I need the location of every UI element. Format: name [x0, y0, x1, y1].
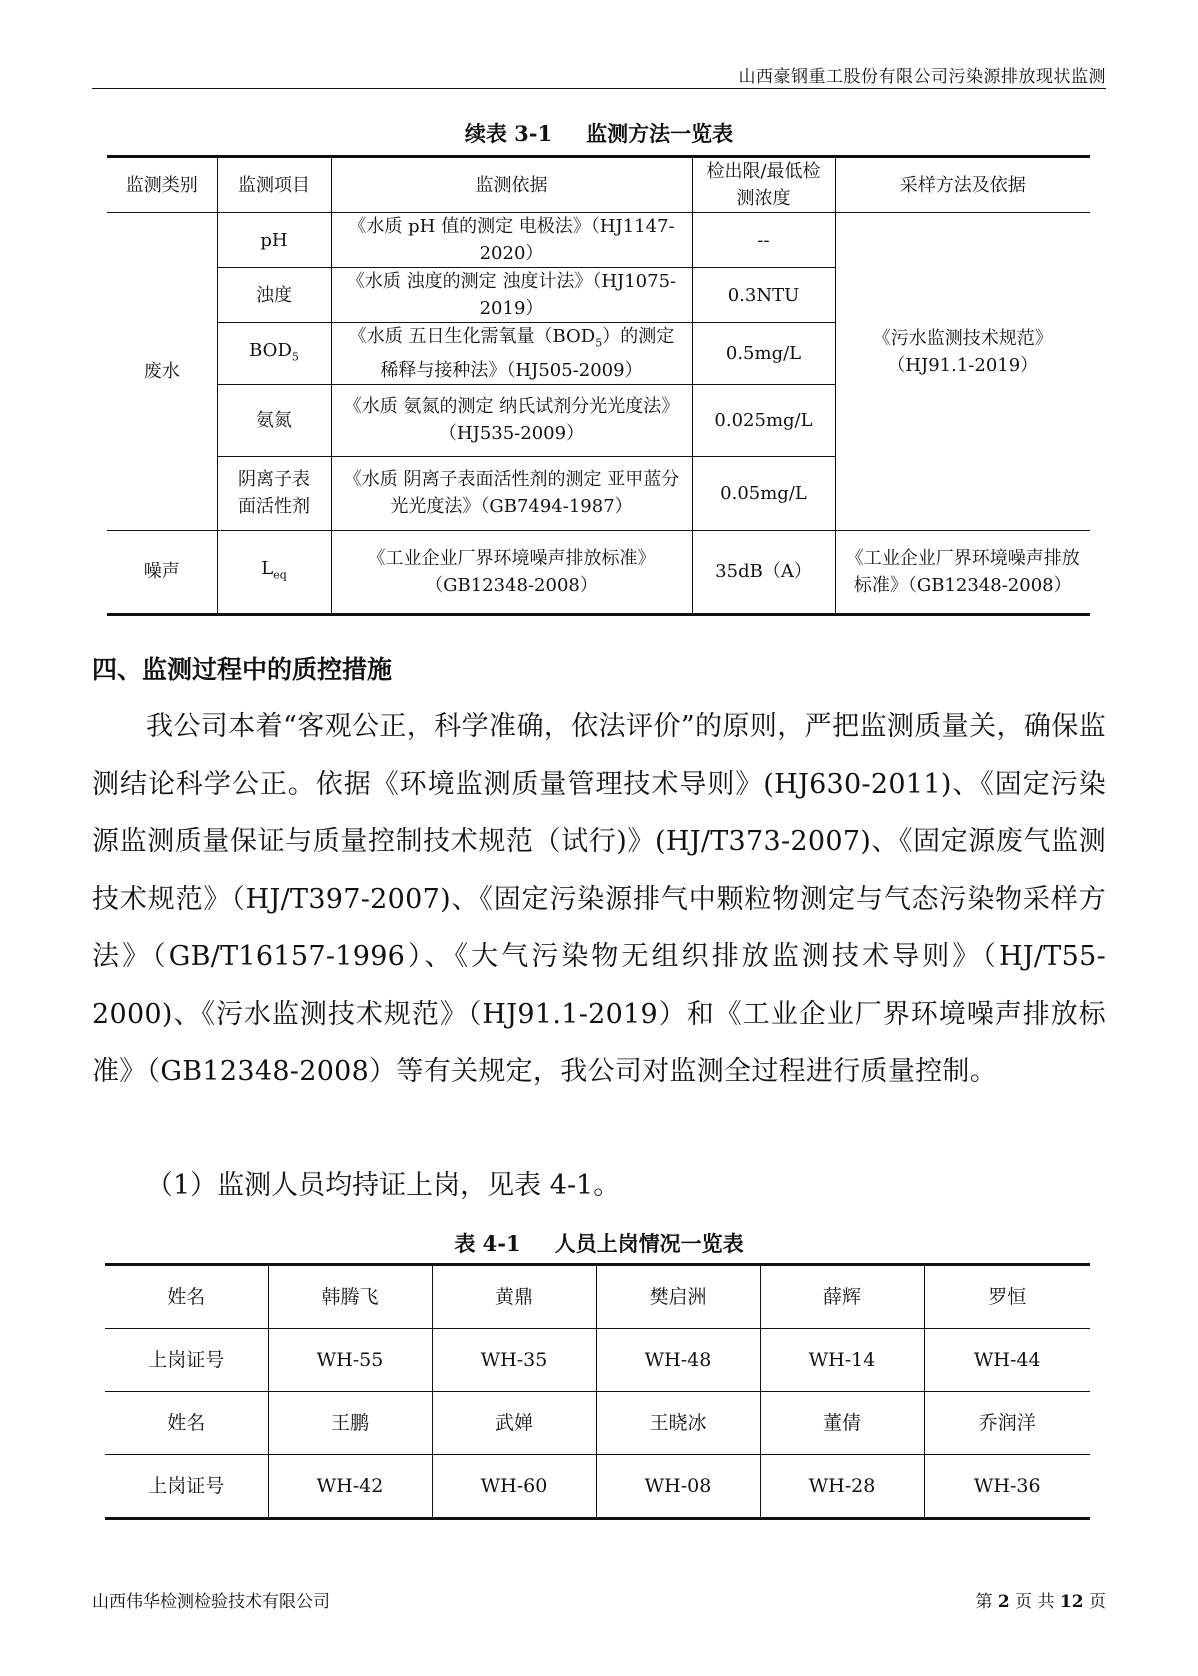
footer-company: 山西伟华检测检验技术有限公司	[92, 1592, 330, 1612]
header-cell: 采样方法及依据	[835, 157, 1090, 213]
header-cell: 监测项目	[217, 157, 331, 213]
basis-cell	[331, 323, 692, 385]
table-cell: WH-14	[760, 1329, 924, 1392]
item-cell: 浊度	[217, 268, 331, 323]
table-cell: 王鹏	[268, 1392, 432, 1455]
table41-caption-title: 人员上岗情况一览表	[554, 1231, 744, 1256]
list-item: （1）监测人员均持证上岗，见表 4-1。	[146, 1170, 621, 1201]
table-cell: 上岗证号	[105, 1329, 268, 1392]
limit-cell: 0.5mg/L	[692, 323, 835, 385]
table-cell: 薛辉	[760, 1265, 924, 1329]
item-subscript: eq	[273, 568, 287, 582]
table-row	[107, 213, 1090, 268]
table-cell: 上岗证号	[105, 1455, 268, 1519]
header-cell: 检出限/最低检测浓度	[692, 157, 835, 213]
item-cell	[217, 530, 331, 614]
item-subscript: 5	[291, 350, 299, 364]
table41-caption-number: 表 4-1	[454, 1231, 521, 1256]
table-cell: 王晓冰	[596, 1392, 760, 1455]
item-main: BOD	[249, 339, 292, 361]
table-cell: 韩腾飞	[268, 1265, 432, 1329]
monitoring-methods-table	[107, 155, 1090, 616]
header-cell: 监测依据	[331, 157, 692, 213]
sampling-cell: 《工业企业厂界环境噪声排放标准》（GB12348-2008）	[835, 530, 1090, 614]
current-page: 2	[997, 1592, 1010, 1612]
header-rule	[92, 88, 1106, 89]
table-cell: 樊启洲	[596, 1265, 760, 1329]
limit-cell: 35dB（A）	[692, 530, 835, 614]
page-prefix: 第	[975, 1592, 993, 1612]
table-cell: WH-48	[596, 1329, 760, 1392]
basis-part: ）的测定 稀释与接种法》（HJ505-2009）	[380, 326, 675, 381]
table-cell: 罗恒	[924, 1265, 1090, 1329]
limit-cell: 0.05mg/L	[692, 456, 835, 530]
table-row	[105, 1455, 1090, 1519]
table-cell: WH-28	[760, 1455, 924, 1519]
header-cell: 监测类别	[107, 157, 217, 213]
limit-cell: 0.025mg/L	[692, 384, 835, 456]
table-header-row	[107, 157, 1090, 213]
table31-caption-title: 监测方法一览表	[586, 121, 734, 146]
table-row	[107, 530, 1090, 614]
section-heading: 四、监测过程中的质控措施	[92, 655, 393, 684]
category-cell: 噪声	[107, 530, 217, 614]
item-cell: 氨氮	[217, 384, 331, 456]
table-cell: WH-35	[432, 1329, 596, 1392]
basis-part: 《水质 五日生化需氧量（BOD	[348, 326, 596, 347]
table31-caption	[0, 118, 1198, 148]
basis-cell: 《水质 浊度的测定 浊度计法》（HJ1075-2019）	[331, 268, 692, 323]
staff-certification-table	[105, 1263, 1090, 1520]
limit-cell: 0.3NTU	[692, 268, 835, 323]
table-cell: WH-44	[924, 1329, 1090, 1392]
body-paragraph: 我公司本着“客观公正，科学准确，依法评价”的原则，严把监测质量关，确保监测结论科学公正。依据《环境监测质量管理技术导则》(HJ630-2011)、《固定污染源监测质量保证与质量控制技术规范（试行)》(HJ/T373-2007)、《固定源废气监测技术规范》（HJ/T397-2007)、《固定污染源排气中颗粒物测定与气态污染物采样方法》（GB/T16157-1996）、《大气污染物无组织排放监测技术导则》（HJ/T55-2000)、《污水监测技术规范》（HJ91.1-2019）和《工业企业厂界环境噪声排放标准》（GB12348-2008）等有关规定，我公司对监测全过程进行质量控制。	[92, 711, 1106, 1087]
page-suffix: 页	[1089, 1592, 1106, 1612]
basis-cell: 《水质 阴离子表面活性剂的测定 亚甲蓝分光光度法》（GB7494-1987）	[331, 456, 692, 530]
table-cell: 黄鼎	[432, 1265, 596, 1329]
item-main: L	[261, 557, 274, 579]
table-row	[105, 1265, 1090, 1329]
table-cell: 武婵	[432, 1392, 596, 1455]
table41-caption	[0, 1228, 1198, 1258]
table-cell: WH-36	[924, 1455, 1090, 1519]
table-cell: WH-42	[268, 1455, 432, 1519]
sampling-cell: 《污水监测技术规范》（HJ91.1-2019）	[835, 213, 1090, 531]
item-cell	[217, 323, 331, 385]
item-cell: 阴离子表面活性剂	[217, 456, 331, 530]
table-row	[105, 1392, 1090, 1455]
total-pages: 12	[1059, 1592, 1084, 1612]
page-mid: 页 共	[1015, 1592, 1055, 1612]
table-cell: 董倩	[760, 1392, 924, 1455]
category-cell: 废水	[107, 213, 217, 531]
table-row	[105, 1329, 1090, 1392]
table-cell: 姓名	[105, 1392, 268, 1455]
item-cell: pH	[217, 213, 331, 268]
table-cell: WH-60	[432, 1455, 596, 1519]
basis-subscript: 5	[595, 336, 603, 350]
limit-cell: --	[692, 213, 835, 268]
table-cell: 乔润洋	[924, 1392, 1090, 1455]
basis-cell: 《水质 pH 值的测定 电极法》（HJ1147-2020）	[331, 213, 692, 268]
table-cell: 姓名	[105, 1265, 268, 1329]
basis-cell: 《水质 氨氮的测定 纳氏试剂分光光度法》（HJ535-2009）	[331, 384, 692, 456]
page-number	[975, 1587, 1106, 1612]
report-header-title: 山西豪钢重工股份有限公司污染源排放现状监测	[738, 67, 1106, 87]
table-cell: WH-55	[268, 1329, 432, 1392]
basis-cell: 《工业企业厂界环境噪声排放标准》（GB12348-2008）	[331, 530, 692, 614]
table31-caption-number: 续表 3-1	[464, 121, 553, 146]
table-cell: WH-08	[596, 1455, 760, 1519]
